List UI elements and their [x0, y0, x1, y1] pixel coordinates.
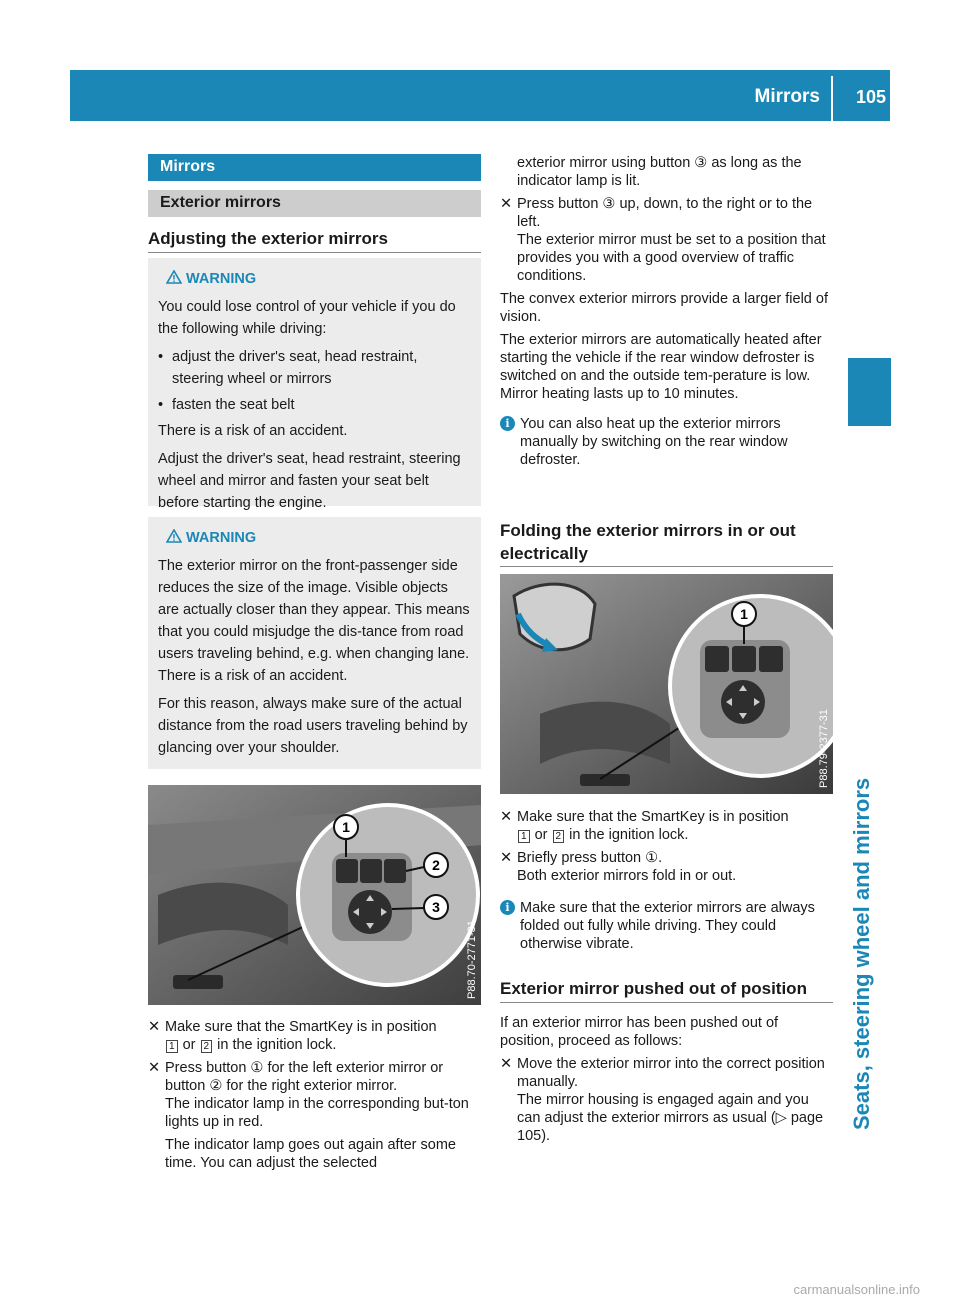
step-move-mirror: [500, 1055, 833, 1145]
right-fold-steps: [500, 808, 833, 953]
warning-box-2: [148, 517, 481, 769]
figure-folding-control-image: [500, 574, 833, 794]
warning1-intro: You could lose control of your vehicle if you do the following while driving:: [158, 299, 456, 337]
side-tab-label: Seats, steering wheel and mirrors: [849, 777, 874, 1130]
step-brief-press: [500, 849, 833, 885]
step-text-b: The exterior mirror must be set to a position that provides you with a good overview of traffic conditions.: [517, 232, 826, 284]
step-smartkey: [148, 1018, 481, 1054]
step-text: Move the exterior mirror into the correct position manually.: [517, 1056, 825, 1090]
warning1-p1: There is a risk of an accident.: [158, 423, 348, 439]
step-arrow-icon: ✕: [500, 196, 513, 212]
info-icon: i: [500, 416, 515, 431]
figure-folding-control: [500, 574, 833, 794]
info-note-2: [500, 899, 833, 953]
or-text: or: [534, 827, 548, 843]
warning-triangle-icon: [166, 270, 182, 284]
info-note-1: [500, 415, 833, 469]
step-text: Briefly press button ①.: [517, 850, 663, 866]
figure-code: P88.70-2771-31: [466, 920, 478, 999]
key-position-1: 1: [518, 830, 530, 843]
step-smartkey: [500, 808, 833, 844]
right-top-text: [500, 154, 833, 469]
step-text-end: in the ignition lock.: [217, 1037, 337, 1053]
warning1-p2: Adjust the driver's seat, head restraint, steering wheel and mirror and fasten your seat belt before starting the engine.: [158, 451, 461, 511]
step-text: Press button ① for the left exterior mirror or button ② for the right exterior mirror.: [165, 1060, 444, 1094]
heading-pushed: Exterior mirror pushed out of position: [500, 979, 807, 998]
heading-rule: [500, 566, 833, 567]
step-arrow-icon: ✕: [148, 1060, 161, 1076]
warning-triangle-icon: [166, 529, 182, 543]
info-text: Make sure that the exterior mirrors are always folded out fully while driving. They could otherwise vibrate.: [520, 900, 815, 952]
warning-box-1: [148, 258, 481, 511]
paragraph-pushed: If an exterior mirror has been pushed out of position, proceed as follows:: [500, 1015, 779, 1049]
header-bar: [70, 70, 890, 121]
warning-label: [166, 268, 471, 290]
right-pushed-text: [500, 1014, 833, 1150]
step-text-b: Both exterior mirrors fold in or out.: [517, 868, 737, 884]
step-text: Press button ③ up, down, to the right or to the left.: [517, 196, 813, 230]
warning2-p1: The exterior mirror on the front-passenger side reduces the size of the image. Visible objects are actually closer than they appear. This means that you could misjudge the dis-tance from road users traveling behind, e.g. when changing lane. There is a risk of an accident.: [158, 558, 470, 684]
step-press-button: [148, 1059, 481, 1172]
step-arrow-icon: ✕: [500, 809, 513, 825]
step-text-b: The indicator lamp in the corresponding but-ton lights up in red.: [165, 1096, 469, 1130]
step-text: Make sure that the SmartKey is in position: [165, 1019, 437, 1035]
figure-code: P88.79-2377-31: [818, 709, 830, 788]
paragraph-heating: The exterior mirrors are automatically heated after starting the vehicle if the rear window defroster is switched on and the outside tem-perature is low. Mirror heating lasts up to 10 minutes.: [500, 332, 822, 402]
step-text-b: The mirror housing is engaged again and you can adjust the exterior mirrors as usual (▷ page 105).: [517, 1092, 824, 1144]
warning-label-text: WARNING: [186, 271, 257, 287]
footer-watermark: carmanualsonline.info: [793, 1282, 920, 1297]
info-icon: i: [500, 900, 515, 915]
step-arrow-icon: ✕: [500, 1056, 513, 1072]
continued-step: exterior mirror using button ③ as long as the indicator lamp is lit.: [517, 155, 802, 189]
warning-label: [166, 527, 471, 549]
info-text: You can also heat up the exterior mirrors manually by switching on the rear window defroster.: [520, 416, 788, 468]
header-title: Mirrors: [754, 86, 820, 107]
callout-3: 3: [432, 899, 440, 915]
heading-folding: Folding the exterior mirrors in or out electrically: [500, 521, 796, 563]
header-divider: [831, 76, 833, 121]
warning1-bullet-2: • fasten the seat belt: [158, 394, 471, 416]
left-steps: [148, 1018, 481, 1177]
side-tab-block: [848, 358, 891, 426]
page-number: 105: [855, 87, 886, 107]
heading-adjusting: Adjusting the exterior mirrors: [148, 229, 388, 248]
callout-2: 2: [432, 857, 440, 873]
callout-1: 1: [740, 606, 748, 622]
step-text-end: in the ignition lock.: [569, 827, 689, 843]
heading-rule: [148, 252, 481, 253]
subsection-title: Exterior mirrors: [148, 190, 481, 217]
callout-1: 1: [342, 819, 350, 835]
warning1-bullet-1: • adjust the driver's seat, head restraint, steering wheel or mirrors: [158, 346, 471, 390]
step-press-button-3: [500, 195, 833, 285]
step-text: Make sure that the SmartKey is in position: [517, 809, 789, 825]
key-position-2: 2: [201, 1040, 213, 1053]
warning-label-text: WARNING: [186, 530, 257, 546]
paragraph-convex: The convex exterior mirrors provide a larger field of vision.: [500, 291, 828, 325]
key-position-2: 2: [553, 830, 565, 843]
step-text-c: The indicator lamp goes out again after some time. You can adjust the selected: [165, 1137, 456, 1171]
step-arrow-icon: ✕: [148, 1019, 161, 1035]
heading-rule: [500, 1002, 833, 1003]
key-position-1: 1: [166, 1040, 178, 1053]
warning2-p2: For this reason, always make sure of the actual distance from the road users traveling behind by glancing over your shoulder.: [158, 696, 468, 756]
step-arrow-icon: ✕: [500, 850, 513, 866]
or-text: or: [182, 1037, 196, 1053]
figure-mirror-controls-image: [148, 785, 481, 1005]
section-title: Mirrors: [148, 154, 481, 181]
figure-mirror-controls: [148, 785, 481, 1005]
